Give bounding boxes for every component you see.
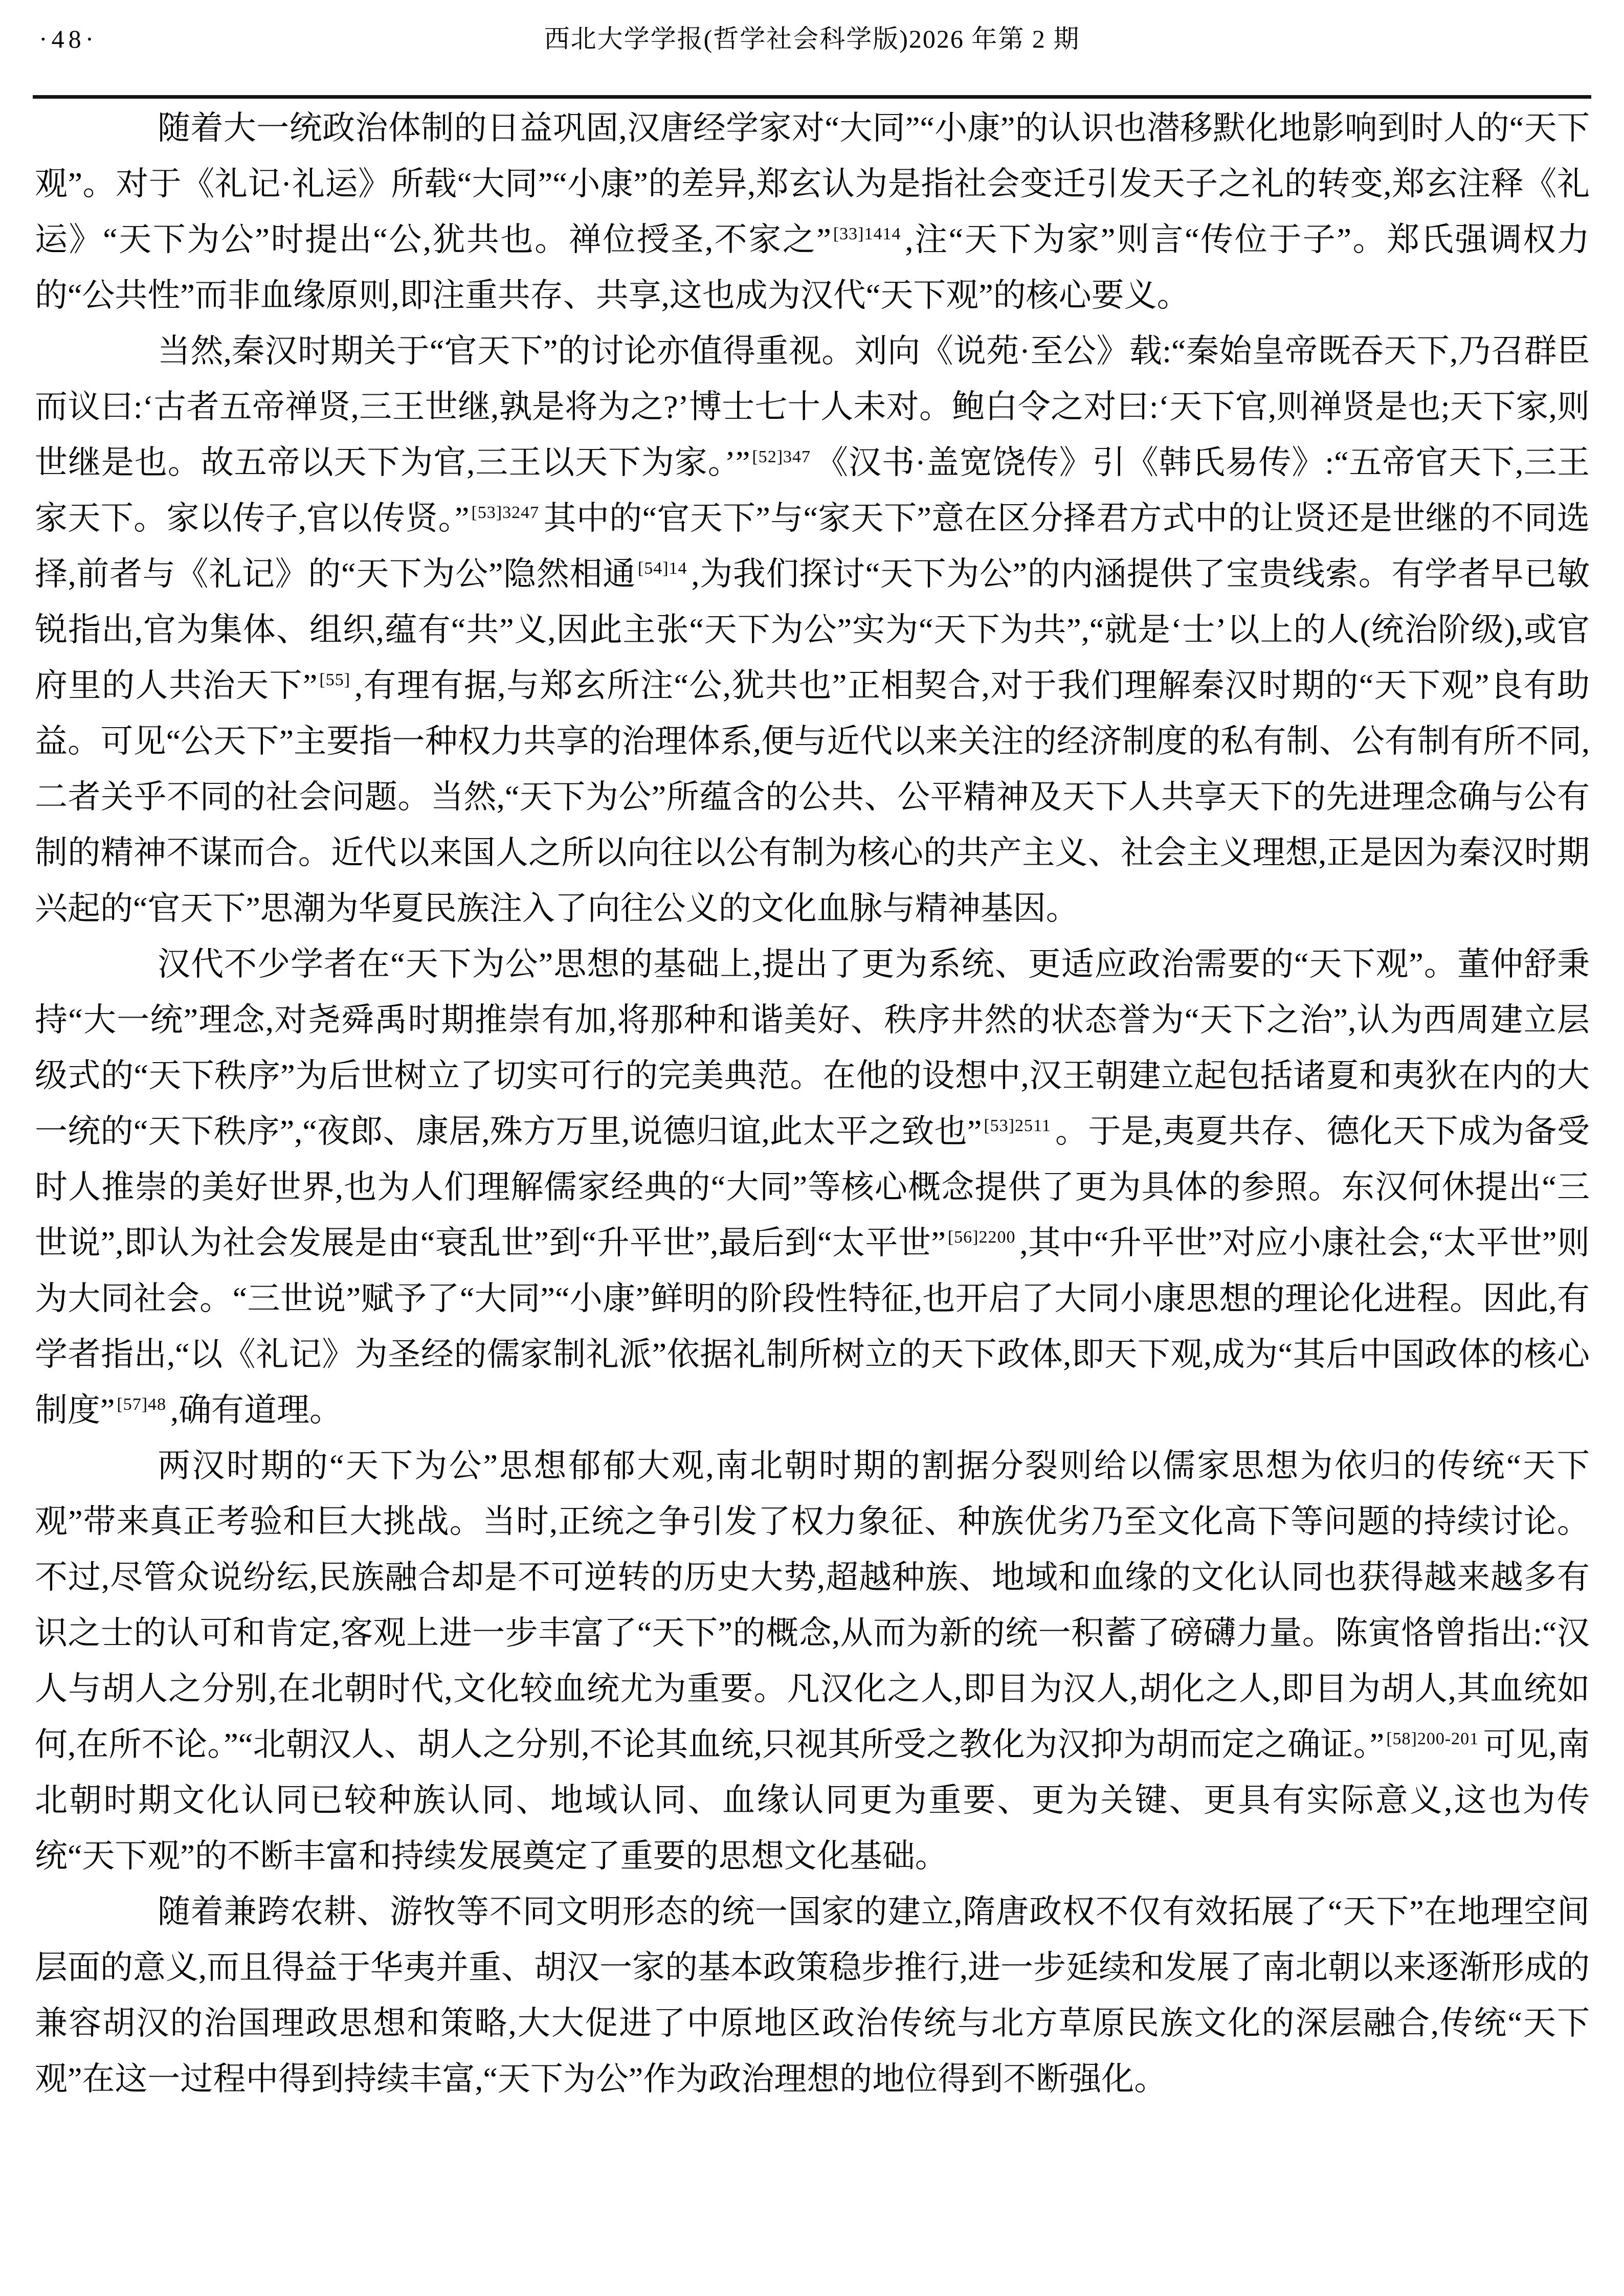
paragraph-text: ,注“天下为家”则言“传位于子”。郑氏强调权力的“公共性”而非血缘原则,即注重共存、共享,这也成为汉代“天下观”的核心要义。 [35,221,1590,313]
citation-superscript: [52]347 [752,447,811,466]
citation-superscript: [56]2200 [947,1227,1016,1247]
paragraph-text: ,有理有据,与郑玄所注“公,犹共也”正相契合,对于我们理解秦汉时期的“天下观”良有助益。可见“公天下”主要指一种权力共享的治理体系,便与近代以来关注的经济制度的私有制、公有制有所不同,二者关乎不同的社会问题。当然,“天下为公”所蕴含的公共、公平精神及天下人共享天下的先进理念确与公有制的精神不谋而合。近代以来国人之所以向往以公有制为核心的共产主义、社会主义理想,正是因为秦汉时期兴起的“官天下”思潮为华夏民族注入了向往公义的文化血脉与精神基因。 [35,667,1590,927]
paragraph-text: 当然,秦汉时期关于“官天下”的讨论亦值得重视。刘向《说苑·至公》载:“秦始皇帝既吞天下,乃召群臣而议曰:‘古者五帝禅贤,三王世继,孰是将为之?’博士七十人未对。鲍白令之对曰:‘天下官,则禅贤是也;天下家,则世继是也。故五帝以天下为官,三王以天下为家。’” [35,333,1590,481]
page-header [35,22,1589,55]
paragraph-text: 两汉时期的“天下为公”思想郁郁大观,南北朝时期的割据分裂则给以儒家思想为依归的传统“天下观”带来真正考验和巨大挑战。当时,正统之争引发了权力象征、种族优劣乃至文化高下等问题的持续讨论。不过,尽管众说纷纭,民族融合却是不可逆转的历史大势,超越种族、地域和血缘的文化认同也获得越来越多有识之士的认可和肯定,客观上进一步丰富了“天下”的概念,从而为新的统一积蓄了磅礴力量。陈寅恪曾指出:“汉人与胡人之分别,在北朝时代,文化较血统尤为重要。凡汉化之人,即目为汉人,胡化之人,即目为胡人,其血统如何,在所不论。”“北朝汉人、胡人之分别,不论其血统,只视其所受之教化为汉抑为胡而定之确证。” [35,1448,1590,1763]
journal-title: 西北大学学报(哲学社会科学版)2026 年第 2 期 [544,25,1080,53]
paragraph-text: 随着大一统政治体制的日益巩固,汉唐经学家对“大同”“小康”的认识也潜移默化地影响到时人的“天下观”。对于《礼记·礼运》所载“大同”“小康”的差异,郑玄认为是指社会变迁引发天子之礼的转变,郑玄注释《礼运》“天下为公”时提出“公,犹共也。禅位授圣,不家之” [35,110,1590,258]
article-body [35,100,1590,2107]
citation-superscript: [57]48 [117,1394,167,1414]
paragraph [35,100,1590,323]
paragraph [35,323,1590,936]
page-number: ·48· [39,25,98,53]
paragraph [35,1884,1590,2107]
paragraph-text: 随着兼跨农耕、游牧等不同文明形态的统一国家的建立,隋唐政权不仅有效拓展了“天下”在地理空间层面的意义,而且得益于华夷并重、胡汉一家的基本政策稳步推行,进一步延续和发展了南北朝以来逐渐形成的兼容胡汉的治国理政思想和策略,大大促进了中原地区政治传统与北方草原民族文化的深层融合,传统“天下观”在这一过程中得到持续丰富,“天下为公”作为政治理想的地位得到不断强化。 [35,1894,1590,2097]
paragraph-text: 汉代不少学者在“天下为公”思想的基础上,提出了更为系统、更适应政治需要的“天下观”。董仲舒秉持“大一统”理念,对尧舜禹时期推崇有加,将那种和谐美好、秩序井然的状态誉为“天下之治”,认为西周建立层级式的“天下秩序”为后世树立了切实可行的完美典范。在他的设想中,汉王朝建立起包括诸夏和夷狄在内的大一统的“天下秩序”,“夜郎、康居,殊方万里,说德归谊,此太平之致也” [35,946,1590,1150]
citation-superscript: [53]2511 [984,1116,1051,1135]
paragraph-text: 。于是,夷夏共存、德化天下成为备受时人推崇的美好世界,也为人们理解儒家经典的“大同”等核心概念提供了更为具体的参照。东汉何休提出“三世说”,即认为社会发展是由“衰乱世”到“升平世”,最后到“太平世” [35,1113,1590,1261]
paragraph-text: ,其中“升平世”对应小康社会,“太平世”则为大同社会。“三世说”赋予了“大同”“小康”鲜明的阶段性特征,也开启了大同小康思想的理论化进程。因此,有学者指出,“以《礼记》为圣经的儒家制礼派”依据礼制所树立的天下政体,即天下观,成为“其后中国政体的核心制度” [35,1225,1590,1428]
paragraph-text: 可见,南北朝时期文化认同已较种族认同、地域认同、血缘认同更为重要、更为关键、更具有实际意义,这也为传统“天下观”的不断丰富和持续发展奠定了重要的思想文化基础。 [35,1726,1590,1874]
citation-superscript: [58]200-201 [1386,1729,1479,1748]
paragraph-text: 《汉书·盖宽饶传》引《韩氏易传》:“五帝官天下,三王家天下。家以传子,官以传贤。” [35,444,1590,536]
header-rule [33,95,1591,99]
citation-superscript: [53]3247 [471,503,540,522]
paragraph-text: ,确有道理。 [170,1392,343,1428]
citation-superscript: [33]1414 [833,224,901,243]
paragraph-text: ,为我们探讨“天下为公”的内涵提供了宝贵线索。有学者早已敏锐指出,官为集体、组织,蕴有“共”义,因此主张“天下为公”实为“天下为共”,“就是‘士’以上的人(统治阶级),或官府里的人共治天下” [35,556,1590,704]
paragraph-text: 其中的“官天下”与“家天下”意在区分择君方式中的让贤还是世继的不同选择,前者与《礼记》的“天下为公”隐然相通 [35,500,1590,592]
paragraph [35,936,1590,1438]
citation-superscript: [55] [319,670,351,689]
citation-superscript: [54]14 [637,558,687,578]
paragraph [35,1438,1590,1884]
